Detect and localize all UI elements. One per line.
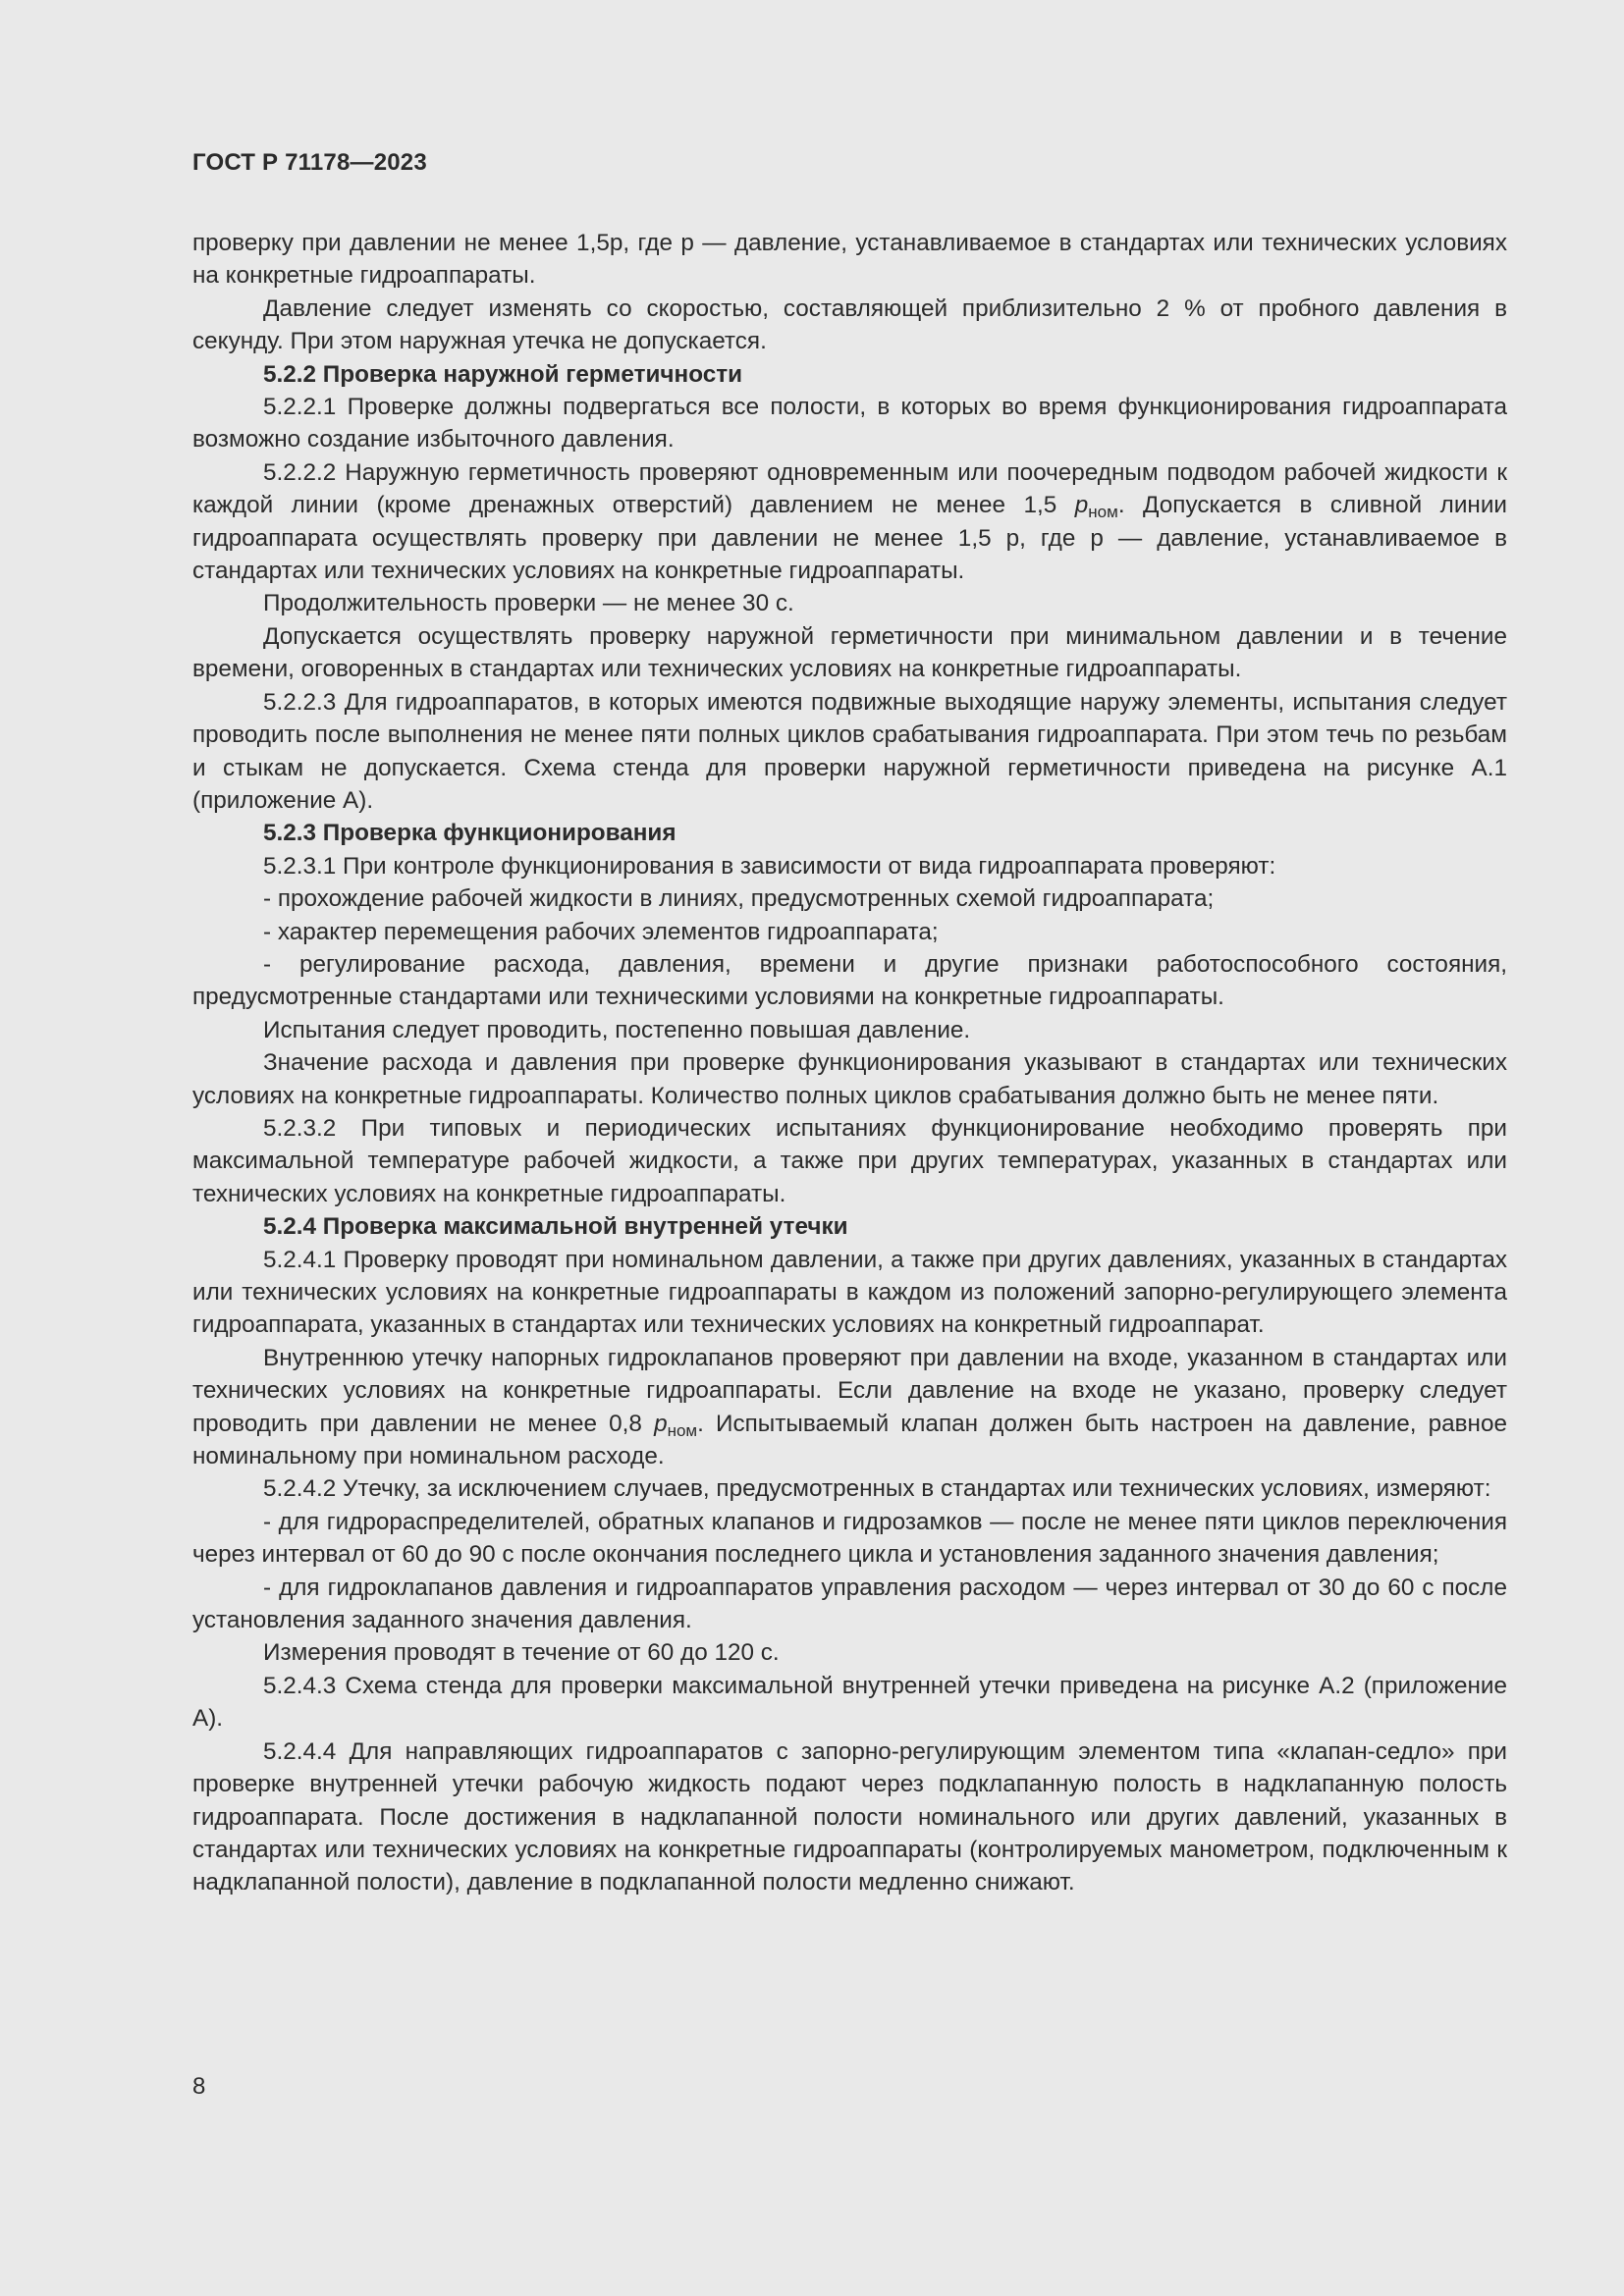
section-heading: 5.2.4 Проверка максимальной внутренней утечки bbox=[263, 1213, 848, 1241]
body-paragraph: 5.2.4.3 Схема стенда для проверки максимальной внутренней утечки приведена на рисунке А.2 (приложение А). bbox=[192, 1672, 1507, 1733]
body-paragraph: 5.2.3.1 При контроле функционирования в зависимости от вида гидроаппарата проверяют: bbox=[263, 852, 1276, 880]
document-body bbox=[192, 227, 1507, 1899]
section-heading: 5.2.3 Проверка функционирования bbox=[263, 820, 677, 847]
body-paragraph: 5.2.2.3 Для гидроаппаратов, в которых имеются подвижные выходящие наружу элементы, испытания следует проводить после выполнения не менее пяти полных циклов срабатывания гидроаппарата. При этом течь по резьбам и стыкам не допускается. Схема стенда для проверки наружной герметичности приведена на рисунке А.1 (приложение А). bbox=[192, 688, 1507, 814]
body-paragraph: Продолжительность проверки — не менее 30 с. bbox=[263, 590, 794, 617]
body-paragraph: Давление следует изменять со скоростью, составляющей приблизительно 2 % от пробного давления в секунду. При этом наружная утечка не допускается. bbox=[192, 294, 1507, 355]
body-paragraph: 5.2.4.1 Проверку проводят при номинальном давлении, а также при других давлениях, указанных в стандартах или технических условиях на конкретные гидроаппараты в каждом из положений запорно-регулирующего элемента гидроаппарата, указанных в стандартах или технических условиях на конкретный гидроаппарат. bbox=[192, 1246, 1507, 1339]
body-paragraph: проверку при давлении не менее 1,5p, где p — давление, устанавливаемое в стандартах или технических условиях на конкретные гидроаппараты. bbox=[192, 230, 1507, 290]
body-paragraph: - для гидроклапанов давления и гидроаппаратов управления расходом — через интервал от 30 до 60 с после установления заданного значения давления. bbox=[192, 1574, 1507, 1634]
body-paragraph: - для гидрораспределителей, обратных клапанов и гидрозамков — после не менее пяти циклов переключения через интервал от 60 до 90 с после окончания последнего цикла и установления заданного значения давления; bbox=[192, 1508, 1507, 1569]
document-header: ГОСТ Р 71178—2023 bbox=[192, 149, 427, 176]
body-paragraph: 5.2.2.2 Наружную герметичность проверяют одновременным или поочередным подводом рабочей жидкости к каждой линии (кроме дренажных отверстий) давлением не менее 1,5 $p_{ном}$. Допускается в сливной линии гидроаппарата осуществлять проверку при давлении не менее 1,5 p, где p — давление, устанавливаемое в стандартах или технических условиях на конкретные гидроаппараты. bbox=[192, 458, 1507, 585]
body-paragraph: 5.2.4.4 Для направляющих гидроаппаратов с запорно-регулирующим элементом типа «клапан-седло» при проверке внутренней утечки рабочую жидкость подают через подклапанную полость в надклапанную полость гидроаппарата. После достижения в надклапанной полости номинального или других давлений, указанных в стандартах или технических условиях на конкретные гидроаппараты (контролируемых манометром, подключенным к надклапанной полости), давление в подклапанной полости медленно снижают. bbox=[192, 1737, 1507, 1896]
body-paragraph: Внутреннюю утечку напорных гидроклапанов проверяют при давлении на входе, указанном в стандартах или технических условиях на конкретные гидроаппараты. Если давление на входе не указано, проверку следует проводить при давлении не менее 0,8 $p_{ном}$. Испытываемый клапан должен быть настроен на давление, равное номинальному при номинальном расходе. bbox=[192, 1344, 1507, 1470]
body-paragraph: Испытания следует проводить, постепенно повышая давление. bbox=[263, 1016, 971, 1043]
section-heading: 5.2.2 Проверка наружной герметичности bbox=[263, 360, 743, 388]
body-paragraph: - регулирование расхода, давления, времени и другие признаки работоспособного состояния, предусмотренные стандартами или техническими условиями на конкретные гидроаппараты. bbox=[192, 950, 1507, 1011]
body-paragraph: Измерения проводят в течение от 60 до 120 с. bbox=[263, 1639, 780, 1667]
body-paragraph: 5.2.3.2 При типовых и периодических испытаниях функционирование необходимо проверять при максимальной температуре рабочей жидкости, а также при других температурах, указанных в стандартах или технических условиях на конкретные гидроаппараты. bbox=[192, 1114, 1507, 1207]
page-number: 8 bbox=[192, 2073, 206, 2100]
body-paragraph: 5.2.4.2 Утечку, за исключением случаев, предусмотренных в стандартах или технических условиях, измеряют: bbox=[263, 1475, 1491, 1503]
body-paragraph: Допускается осуществлять проверку наружной герметичности при минимальном давлении и в течение времени, оговоренных в стандартах или технических условиях на конкретные гидроаппараты. bbox=[192, 622, 1507, 683]
body-paragraph: - характер перемещения рабочих элементов гидроаппарата; bbox=[263, 918, 939, 945]
body-paragraph: Значение расхода и давления при проверке функционирования указывают в стандартах или технических условиях на конкретные гидроаппараты. Количество полных циклов срабатывания должно быть не менее пяти. bbox=[192, 1049, 1507, 1109]
body-paragraph: - прохождение рабочей жидкости в линиях, предусмотренных схемой гидроаппарата; bbox=[263, 885, 1215, 913]
body-paragraph: 5.2.2.1 Проверке должны подвергаться все полости, в которых во время функционирования гидроаппарата возможно создание избыточного давления. bbox=[192, 394, 1507, 454]
